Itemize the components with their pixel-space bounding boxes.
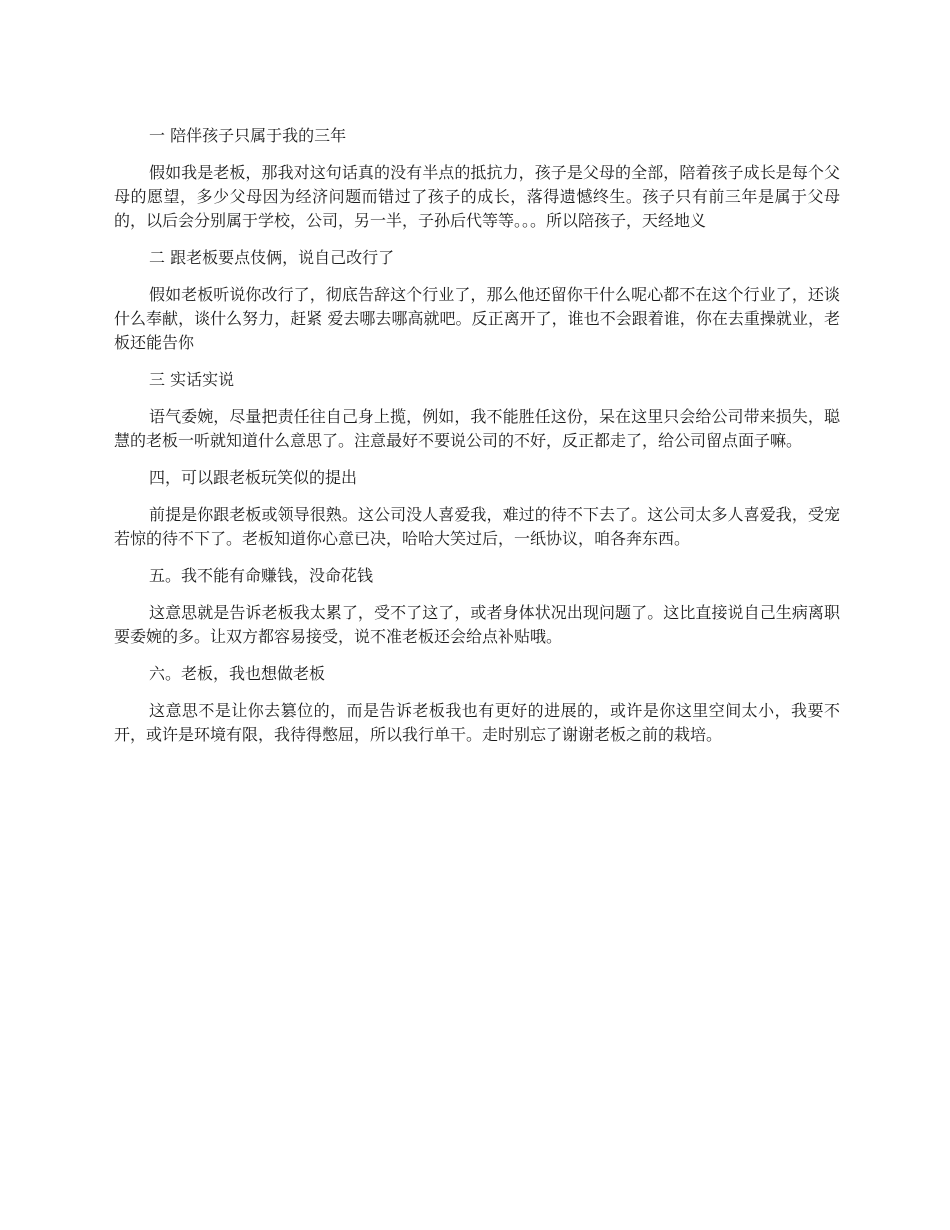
section-paragraph: 这意思就是告诉老板我太累了，受不了这了，或者身体状况出现问题了。这比直接说自己生病离职要委婉的多。让双方都容易接受，说不准老板还会给点补贴哦。 bbox=[114, 603, 840, 646]
section-heading: 六。老板，我也想做老板 bbox=[149, 664, 326, 683]
section-6 bbox=[114, 662, 840, 747]
section-2 bbox=[114, 246, 840, 355]
section-paragraph: 这意思不是让你去篡位的，而是告诉老板我也有更好的进展的，或许是你这里空间太小，我要不开，或许是环境有限，我待得憋屈，所以我行单干。走时别忘了谢谢老板之前的栽培。 bbox=[114, 701, 840, 744]
section-paragraph: 假如我是老板，那我对这句话真的没有半点的抵抗力，孩子是父母的全部，陪着孩子成长是每个父母的愿望，多少父母因为经济问题而错过了孩子的成长，落得遗憾终生。孩子只有前三年是属于父母的，以后会分别属于学校，公司，另一半，子孙后代等等。。。所以陪孩子，天经地义 bbox=[114, 163, 840, 230]
section-3 bbox=[114, 368, 840, 453]
section-paragraph: 前提是你跟老板或领导很熟。这公司没人喜爱我，难过的待不下去了。这公司太多人喜爱我，受宠若惊的待不下了。老板知道你心意已决，哈哈大笑过后，一纸协议，咱各奔东西。 bbox=[114, 505, 840, 548]
section-4 bbox=[114, 466, 840, 551]
section-heading: 二 跟老板要点伎俩，说自己改行了 bbox=[149, 248, 395, 267]
section-heading: 一 陪伴孩子只属于我的三年 bbox=[149, 126, 347, 145]
document-page bbox=[114, 124, 840, 760]
section-heading: 三 实话实说 bbox=[149, 370, 235, 389]
section-paragraph: 语气委婉，尽量把责任往自己身上揽，例如，我不能胜任这份，呆在这里只会给公司带来损失，聪慧的老板一听就知道什么意思了。注意最好不要说公司的不好，反正都走了，给公司留点面子嘛。 bbox=[114, 407, 840, 450]
section-heading: 四，可以跟老板玩笑似的提出 bbox=[149, 468, 358, 487]
section-heading: 五。我不能有命赚钱，没命花钱 bbox=[149, 566, 374, 585]
section-1 bbox=[114, 124, 840, 233]
section-paragraph: 假如老板听说你改行了，彻底告辞这个行业了，那么他还留你干什么呢心都不在这个行业了，还谈什么奉献，谈什么努力，赶紧 爱去哪去哪高就吧。反正离开了，谁也不会跟着谁，你在去重操就业，老板还能告你 bbox=[114, 285, 840, 352]
section-5 bbox=[114, 564, 840, 649]
